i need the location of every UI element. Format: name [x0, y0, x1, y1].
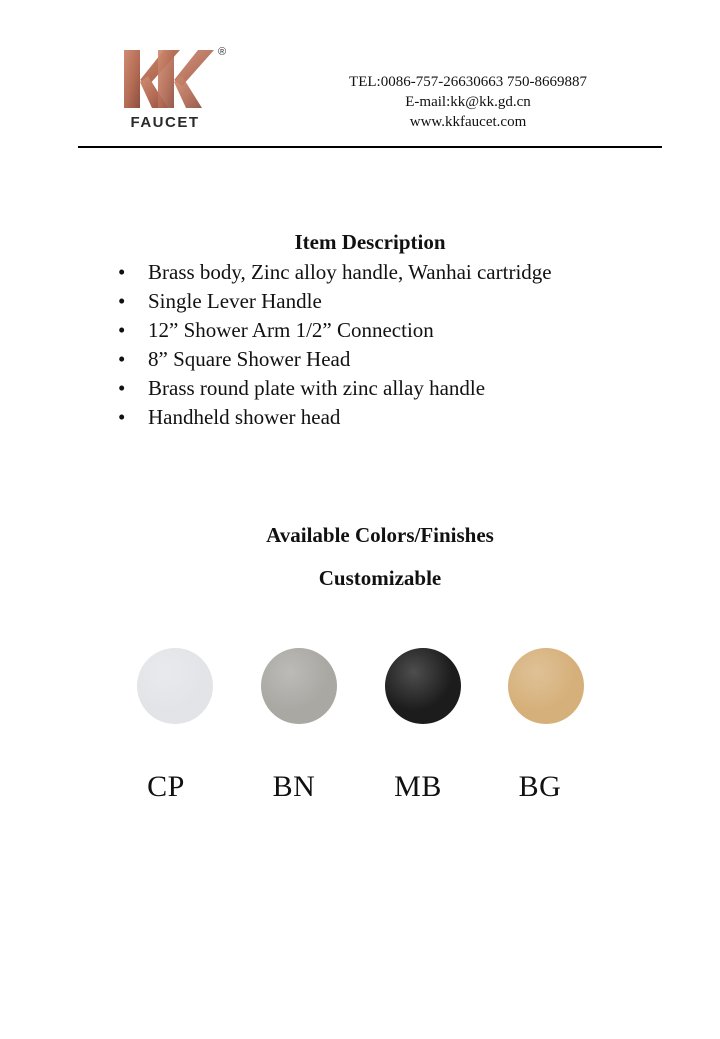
feature-item — [118, 403, 552, 432]
finishes-title: Available Colors/Finishes — [266, 523, 494, 547]
contact-email: E-mail:kk@kk.gd.cn — [405, 94, 531, 110]
logo-wordmark: FAUCET — [130, 114, 200, 131]
contact-tel: TEL:0086-757-26630663 750-8669887 — [349, 74, 587, 90]
contact-website: www.kkfaucet.com — [409, 114, 527, 130]
bullet-icon: • — [118, 405, 126, 429]
feature-text: Brass body, Zinc alloy handle, Wanhai cartridge — [148, 260, 552, 284]
brand-logo — [118, 46, 234, 132]
finish-swatch-mb — [385, 648, 461, 724]
finish-swatch-bn — [261, 648, 337, 724]
feature-text: Handheld shower head — [148, 405, 341, 429]
bullet-icon: • — [118, 289, 126, 313]
feature-text: Single Lever Handle — [148, 289, 322, 313]
finish-swatch-bg — [508, 648, 584, 724]
finish-label-bg: BG — [518, 770, 562, 803]
feature-text: 12” Shower Arm 1/2” Connection — [148, 318, 434, 342]
feature-item — [118, 374, 552, 403]
bullet-icon: • — [118, 260, 126, 284]
item-description-title: Item Description — [294, 230, 446, 254]
feature-text: Brass round plate with zinc allay handle — [148, 376, 486, 400]
kk-logo-mark — [118, 46, 218, 112]
finish-label-cp: CP — [147, 770, 185, 803]
bullet-icon: • — [118, 347, 126, 371]
finish-swatch-cp — [137, 648, 213, 724]
bullet-icon: • — [118, 376, 126, 400]
finishes-subtitle: Customizable — [318, 566, 442, 590]
finish-label-mb: MB — [394, 770, 442, 803]
feature-text: 8” Square Shower Head — [148, 347, 351, 371]
feature-item — [118, 287, 552, 316]
feature-item — [118, 258, 552, 287]
feature-item — [118, 345, 552, 374]
finish-label-bn: BN — [272, 770, 316, 803]
header-divider — [78, 146, 662, 148]
feature-list — [118, 258, 552, 432]
bullet-icon: • — [118, 318, 126, 342]
contact-block — [318, 72, 618, 132]
feature-item — [118, 316, 552, 345]
registered-mark: ® — [218, 46, 227, 58]
